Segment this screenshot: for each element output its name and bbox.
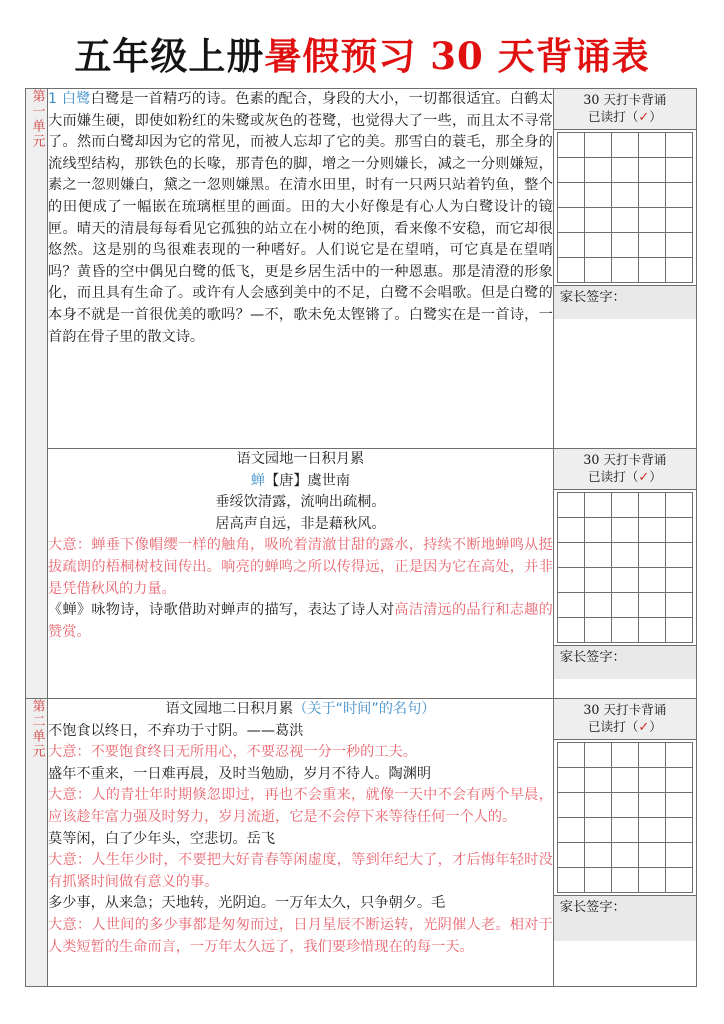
grid-cell[interactable] [638,543,665,568]
parent-signature-row-3[interactable]: 家长签字： [554,895,696,941]
grid-cell[interactable] [557,518,584,543]
grid-cell[interactable] [584,208,611,233]
grid-cell[interactable] [611,233,638,258]
grid-row [557,768,692,793]
lesson-body-shijian [48,699,553,958]
grid-cell[interactable] [638,843,665,868]
meaning-text: 人生年少时，不要把大好青春等闲虚度，等到年纪大了，才后悔年轻时没有抓紧时间做有意义的事。 [48,852,553,890]
poem-title-line [48,471,553,493]
meaning-text: 人世间的多少事都是匆匆而过，日月星辰不断运转，光阴催人老。相对于人类短暂的生命而言，一万年太久远了，我们要珍惜现在的每一天。 [48,916,553,955]
meaning-text: 人的青壮年时期倏忽即过，再也不会重来，就像一天中不会有两个早晨，应该趁年富力强及时努力，岁月流逝，它是不会停下来等待任何一个人的。 [48,787,553,825]
grid-cell[interactable] [584,768,611,793]
grid-cell[interactable] [638,133,665,158]
checkin-grid-area-1 [554,130,696,285]
grid-cell[interactable] [584,493,611,518]
checkin-header-line1: 30 天打卡背诵 [583,452,667,467]
grid-cell[interactable] [611,183,638,208]
grid-cell[interactable] [584,568,611,593]
grid-row [557,493,692,518]
grid-cell[interactable] [557,843,584,868]
meaning-text: 不要饱食终日无所用心，不要忍视一分一秒的工夫。 [90,744,417,761]
grid-cell[interactable] [557,743,584,768]
grid-cell[interactable] [665,843,692,868]
grid-cell[interactable] [557,818,584,843]
grid-row [557,843,692,868]
grid-cell[interactable] [584,868,611,893]
unit-label-cell-2 [26,699,48,987]
grid-cell[interactable] [584,258,611,283]
grid-cell[interactable] [638,258,665,283]
grid-cell[interactable] [665,768,692,793]
grid-row [557,618,692,643]
grid-cell[interactable] [611,843,638,868]
checkin-grid-3[interactable] [557,742,693,893]
checkin-grid-1[interactable] [557,132,693,283]
meaning-label: 大意： [48,744,91,761]
checkin-header-line1: 30 天打卡背诵 [583,92,667,107]
grid-cell[interactable] [611,543,638,568]
lesson-title: 白鹭 [61,91,91,107]
checkin-grid-2[interactable] [557,492,693,643]
unit-label-text: 第二单元 [29,699,45,759]
check-tick-icon: ✓ [638,110,650,125]
grid-row [557,158,692,183]
grid-cell[interactable] [557,768,584,793]
grid-cell[interactable] [665,493,692,518]
checkin-cell-1 [553,89,696,449]
grid-cell[interactable] [611,743,638,768]
lesson-body-text: 白鹭是一首精巧的诗。色素的配合，身段的大小，一切都很适宜。白鹤太大而嫌生硬，即使如粉红的朱鹭或灰色的苍鹭，也觉得大了一些，而且太不寻常了。然而白鹭却因为它的常见，而被人忘却了它的美。那雪白的蓑毛，那全身的流线型结构，那铁色的长喙，那青色的脚，增之一分则嫌长，减之一分则嫌短，素之一忽则嫌白，黛之一忽则嫌黑。在清水田里，时有一只两只站着钓鱼，整个的田便成了一幅嵌在琉璃框里的画面。田的大小好像是有心人为白鹭设计的镜匣。晴天的清晨每每看见它孤独的站立在小树的绝顶，看来像不安稳，而它却很悠然。这是别的鸟很难表现的一种嗜好。人们说它是在望哨，可它真是在望哨吗？黄昏的空中偶见白鹭的低飞，更是乡居生活中的一种恩惠。那是清澄的形象化，而且具有生命了。或许有人会感到美中的不足，白鹭不会唱歌。但是白鹭的本身不就是一首很优美的歌吗？—不，歌未免太铿锵了。白鹭实在是一首诗，一首韵在骨子里的散文诗。 [48,91,553,345]
grid-cell[interactable] [638,593,665,618]
grid-row [557,818,692,843]
section-heading-chan: 语文园地一日积月累 [236,451,365,467]
grid-cell[interactable] [557,258,584,283]
poem-meaning [48,535,553,600]
grid-row [557,233,692,258]
lesson-body-bailu [48,89,553,348]
title-red-part: 暑假预习 30 天背诵表 [264,34,650,78]
grid-cell[interactable] [611,593,638,618]
grid-row [557,543,692,568]
checkin-header-2 [554,449,696,490]
page-title [0,0,724,88]
grid-row [557,518,692,543]
grid-cell[interactable] [557,568,584,593]
grid-cell[interactable] [665,618,692,643]
quote-2: 盛年不重来，一日难再晨，及时当勉励，岁月不待人。陶渊明 [48,765,432,782]
grid-cell[interactable] [584,743,611,768]
checkin-cell-2 [553,449,696,699]
grid-cell[interactable] [557,233,584,258]
grid-cell[interactable] [584,843,611,868]
table-row [26,699,697,987]
grid-cell[interactable] [611,793,638,818]
meaning-4 [48,915,553,958]
checkin-grid-area-2 [554,490,696,645]
grid-cell[interactable] [611,618,638,643]
grid-cell[interactable] [611,868,638,893]
poem-author: 【唐】虞世南 [264,472,351,489]
lesson-text-cell-shijian [48,699,554,987]
grid-cell[interactable] [665,133,692,158]
poem-note-black: 《蝉》咏物诗，诗歌借助对蝉声的描写，表达了诗人对 [48,602,395,619]
grid-cell[interactable] [557,493,584,518]
lesson-number: 1 [48,91,58,107]
check-tick-icon: ✓ [638,470,650,485]
meaning-1 [48,742,553,764]
grid-cell[interactable] [638,183,665,208]
heading-blue: （关于“时间”的名句） [293,701,436,717]
grid-cell[interactable] [665,818,692,843]
grid-cell[interactable] [638,518,665,543]
parent-signature-row-2[interactable]: 家长签字： [554,645,696,679]
grid-cell[interactable] [665,593,692,618]
grid-cell[interactable] [638,493,665,518]
checkin-suffix: ） [649,719,662,734]
grid-cell[interactable] [584,518,611,543]
lesson-body-chan [48,449,553,643]
grid-row [557,568,692,593]
grid-cell[interactable] [611,258,638,283]
grid-cell[interactable] [638,868,665,893]
grid-cell[interactable] [611,818,638,843]
grid-cell[interactable] [638,618,665,643]
grid-cell[interactable] [638,768,665,793]
grid-cell[interactable] [665,208,692,233]
grid-cell[interactable] [638,158,665,183]
grid-cell[interactable] [584,793,611,818]
grid-cell[interactable] [584,818,611,843]
heading-black: 语文园地二日积月累 [165,701,294,717]
meaning-label: 大意： [48,787,92,804]
grid-cell[interactable] [638,568,665,593]
grid-cell[interactable] [665,158,692,183]
checkin-prefix: 已读打（ [587,719,639,734]
title-black-part: 五年级上册 [74,34,265,78]
quote-1: 不饱食以终日，不弃功于寸阴。——葛洪 [48,722,304,739]
grid-cell[interactable] [584,133,611,158]
grid-cell[interactable] [584,618,611,643]
checkin-prefix: 已读打（ [587,469,639,484]
meaning-3 [48,850,553,893]
grid-row [557,208,692,233]
grid-cell[interactable] [584,593,611,618]
meaning-text: 蝉垂下像帽缨一样的触角，吸吮着清澈甘甜的露水，持续不断地蝉鸣从挺拔疏朗的梧桐树枝间传出。响亮的蝉鸣之所以传得远，正是因为它在高处，并非是凭借秋风的力量。 [48,537,553,597]
grid-cell[interactable] [665,183,692,208]
poem-line-1: 垂绥饮清露，流响出疏桐。 [215,494,386,511]
meaning-label: 大意： [48,537,92,554]
check-tick-icon: ✓ [638,720,650,735]
checkin-cell-3 [553,699,696,987]
grid-cell[interactable] [665,793,692,818]
lesson-text-cell-bailu [48,89,554,449]
grid-cell[interactable] [611,208,638,233]
grid-cell[interactable] [584,543,611,568]
grid-row [557,593,692,618]
grid-cell[interactable] [557,208,584,233]
grid-row [557,793,692,818]
checkin-header-line2 [554,718,696,736]
parent-signature-row-1[interactable]: 家长签字： [554,285,696,319]
grid-cell[interactable] [665,743,692,768]
grid-cell[interactable] [638,743,665,768]
meaning-label: 大意： [48,852,92,869]
grid-cell[interactable] [611,768,638,793]
grid-cell[interactable] [665,543,692,568]
grid-cell[interactable] [638,793,665,818]
grid-cell[interactable] [638,818,665,843]
checkin-header-line2 [554,468,696,486]
grid-cell[interactable] [584,158,611,183]
poem-note-red: 高洁清远的品行和志趣的赞赏。 [48,602,553,640]
grid-cell[interactable] [611,158,638,183]
grid-cell[interactable] [557,133,584,158]
grid-cell[interactable] [557,158,584,183]
grid-row [557,133,692,158]
meaning-label: 大意： [48,916,92,933]
grid-cell[interactable] [665,258,692,283]
grid-cell[interactable] [584,233,611,258]
poem-line-2: 居高声自远，非是藉秋风。 [215,515,386,532]
grid-cell[interactable] [665,518,692,543]
grid-cell[interactable] [665,868,692,893]
checkin-grid-area-3 [554,740,696,895]
grid-cell[interactable] [584,183,611,208]
unit-label-text: 第一单元 [29,89,45,149]
checkin-suffix: ） [649,469,662,484]
checkin-header-3 [554,699,696,740]
grid-cell[interactable] [665,233,692,258]
unit-label-cell-1 [26,89,48,699]
grid-cell[interactable] [638,208,665,233]
table-row [26,449,697,699]
grid-row [557,183,692,208]
checkin-header-line1: 30 天打卡背诵 [583,702,667,717]
grid-cell[interactable] [557,543,584,568]
grid-cell[interactable] [611,568,638,593]
quote-3: 莫等闲，白了少年头，空悲切。岳飞 [48,830,276,847]
grid-cell[interactable] [557,618,584,643]
grid-cell[interactable] [665,568,692,593]
lesson-text-cell-chan [48,449,554,699]
grid-cell[interactable] [557,868,584,893]
grid-cell[interactable] [638,233,665,258]
quote-4: 多少事，从来急；天地转，光阴迫。一万年太久，只争朝夕。毛 [48,895,446,912]
grid-cell[interactable] [611,518,638,543]
grid-row [557,743,692,768]
table-row [26,89,697,449]
grid-cell[interactable] [611,133,638,158]
grid-cell[interactable] [557,793,584,818]
recitation-table [25,88,697,987]
checkin-suffix: ） [649,109,662,124]
grid-row [557,258,692,283]
poem-title: 蝉 [250,472,265,489]
poem-note [48,600,553,643]
checkin-prefix: 已读打（ [587,109,639,124]
checkin-header-1 [554,89,696,130]
checkin-header-line2 [554,108,696,126]
grid-cell[interactable] [557,183,584,208]
grid-row [557,868,692,893]
meaning-2 [48,785,553,828]
grid-cell[interactable] [611,493,638,518]
grid-cell[interactable] [557,593,584,618]
section-heading-shijian [48,699,553,721]
